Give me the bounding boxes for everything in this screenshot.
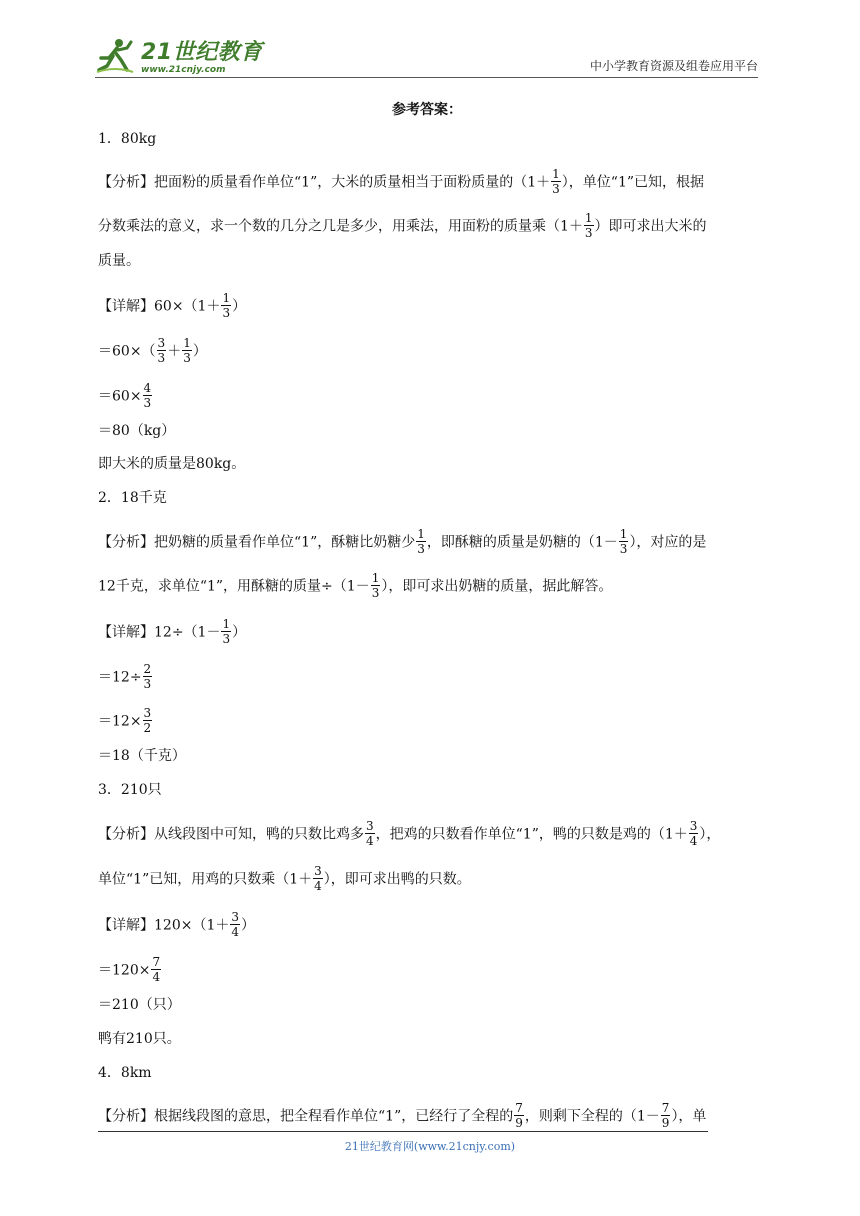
header-divider — [95, 77, 758, 78]
fraction-numerator: 2 — [143, 662, 152, 676]
fraction-numerator: 4 — [143, 381, 152, 395]
text-segment: ＝12× — [98, 713, 142, 730]
text-segment: ＝60×（ — [98, 343, 156, 360]
q3-answer: 3．210只 — [98, 782, 162, 798]
fraction-denominator: 3 — [143, 677, 152, 691]
fraction-numerator: 1 — [371, 571, 380, 585]
q3-detail-line-1 — [98, 911, 255, 940]
q3-analysis-line-2 — [98, 865, 471, 894]
fraction — [313, 864, 323, 893]
text-segment: ）， — [699, 826, 721, 843]
fraction-denominator: 9 — [515, 1116, 523, 1130]
fraction-numerator: 1 — [222, 291, 231, 305]
fraction-numerator: 3 — [689, 819, 698, 833]
fraction — [157, 336, 167, 365]
q1-answer: 1．80kg — [98, 131, 157, 147]
text-segment: ），对应的是 — [629, 534, 707, 551]
fraction — [365, 819, 375, 848]
q4-analysis-line-1 — [98, 1102, 706, 1131]
text-segment: 【详解】120×（1＋ — [98, 917, 230, 934]
text-segment: 分数乘法的意义，求一个数的几分之几是多少，用乘法，用面粉的质量乘（1＋ — [98, 218, 583, 235]
text-segment: ＝60× — [98, 388, 142, 405]
text-segment: ＋ — [167, 343, 182, 360]
text-segment: 【分析】把奶糖的质量看作单位“1”，酥糖比奶糖少 — [98, 534, 416, 551]
fraction-denominator: 4 — [231, 925, 239, 939]
fraction — [182, 336, 192, 365]
q2-detail-line-3 — [98, 707, 153, 736]
text-segment: ），即可求出鸭的只数。 — [323, 871, 471, 888]
q2-detail-line-4: ＝18（千克） — [98, 748, 186, 764]
q1-conclusion: 即大米的质量是80kg。 — [98, 456, 246, 472]
text-segment: ，则剩下全程的（1－ — [524, 1108, 660, 1125]
text-segment: ），即可求出奶糖的质量，据此解答。 — [381, 578, 613, 595]
running-figure-logo-icon — [95, 36, 135, 76]
fraction-numerator: 3 — [231, 910, 239, 924]
fraction-numerator: 1 — [584, 211, 593, 225]
text-segment: ） — [232, 298, 247, 315]
text-segment: ，即酥糖的质量是奶糖的（1－ — [426, 534, 618, 551]
fraction-numerator: 7 — [661, 1101, 670, 1115]
fraction-numerator: 1 — [619, 527, 628, 541]
logo-url: www.21cnjy.com — [141, 65, 226, 75]
fraction-denominator: 3 — [143, 396, 152, 410]
fraction-denominator: 3 — [371, 586, 380, 600]
fraction — [230, 910, 240, 939]
text-segment: 【详解】60×（1＋ — [98, 298, 221, 315]
fraction-denominator: 3 — [183, 351, 191, 365]
fraction-numerator: 1 — [417, 527, 425, 541]
fraction-denominator: 3 — [157, 351, 166, 365]
fraction — [416, 527, 426, 556]
fraction — [143, 381, 153, 410]
fraction-denominator: 3 — [222, 632, 231, 646]
fraction-numerator: 1 — [222, 617, 231, 631]
header-platform-text: 中小学教育资源及组卷应用平台 — [589, 59, 758, 73]
text-segment: ＝12÷ — [98, 669, 142, 686]
fraction-denominator: 4 — [366, 834, 374, 848]
q3-detail-line-2 — [98, 956, 162, 985]
fraction-denominator: 3 — [552, 182, 560, 196]
fraction — [661, 1101, 671, 1130]
fraction — [221, 617, 231, 646]
fraction-denominator: 9 — [661, 1116, 670, 1130]
q3-analysis-line-1 — [98, 820, 720, 849]
fraction-numerator: 3 — [157, 336, 166, 350]
fraction — [371, 571, 381, 600]
fraction-denominator: 3 — [584, 226, 593, 240]
fraction — [689, 819, 699, 848]
fraction — [514, 1101, 524, 1130]
text-segment: 单位“1”已知，用鸡的只数乘（1＋ — [98, 871, 313, 888]
text-segment: ） — [192, 343, 207, 360]
fraction — [221, 291, 231, 320]
fraction — [143, 706, 153, 735]
text-segment: ＝120× — [98, 962, 151, 979]
fraction — [584, 211, 594, 240]
q2-analysis-line-2 — [98, 572, 612, 601]
fraction-denominator: 4 — [152, 970, 161, 984]
text-segment: ） — [232, 624, 247, 641]
q1-analysis-line-2 — [98, 212, 707, 241]
text-segment: 【详解】12÷（1－ — [98, 624, 221, 641]
text-segment: 12千克，求单位“1”，用酥糖的质量÷（1－ — [98, 578, 370, 595]
q1-analysis-line-3: 质量。 — [98, 253, 140, 269]
q2-detail-line-2 — [98, 663, 153, 692]
fraction-denominator: 3 — [222, 306, 231, 320]
q1-detail-line-4: ＝80（kg） — [98, 423, 176, 439]
fraction-numerator: 7 — [152, 955, 161, 969]
q2-detail-line-1 — [98, 618, 246, 647]
q3-detail-line-3: ＝210（只） — [98, 997, 181, 1013]
q2-analysis-line-1 — [98, 528, 706, 557]
fraction-denominator: 4 — [314, 879, 322, 893]
page-title: 参考答案： — [392, 102, 462, 118]
fraction-denominator: 4 — [689, 834, 698, 848]
fraction — [143, 662, 153, 691]
fraction — [551, 167, 561, 196]
text-segment: ），单 — [671, 1108, 707, 1125]
text-segment: 【分析】从线段图中可知，鸭的只数比鸡多 — [98, 826, 364, 843]
q1-detail-line-2 — [98, 337, 207, 366]
text-segment: 【分析】把面粉的质量看作单位“1”，大米的质量相当于面粉质量的（1＋ — [98, 174, 551, 191]
fraction-numerator: 1 — [183, 336, 191, 350]
fraction-denominator: 3 — [417, 542, 425, 556]
text-segment: 【分析】根据线段图的意思，把全程看作单位“1”，已经行了全程的 — [98, 1108, 514, 1125]
page-header — [95, 30, 758, 78]
text-segment: ） — [241, 917, 255, 934]
footer-divider — [98, 1131, 708, 1132]
text-segment: ），单位“1”已知，根据 — [561, 174, 705, 191]
fraction — [619, 527, 629, 556]
q3-conclusion: 鸭有210只。 — [98, 1031, 181, 1047]
fraction-denominator: 3 — [619, 542, 628, 556]
fraction-numerator: 3 — [366, 819, 374, 833]
q1-analysis-line-1 — [98, 168, 704, 197]
q1-detail-line-3 — [98, 382, 153, 411]
fraction-denominator: 2 — [143, 721, 152, 735]
site-logo — [95, 32, 263, 76]
logo-wordmark: 21世纪教育 — [141, 40, 263, 65]
q1-detail-line-1 — [98, 292, 246, 321]
q4-answer: 4．8km — [98, 1065, 152, 1081]
fraction-numerator: 3 — [314, 864, 322, 878]
fraction — [151, 955, 161, 984]
page-footer[interactable]: 21世纪教育网(www.21cnjy.com) — [344, 1140, 516, 1153]
fraction-numerator: 7 — [515, 1101, 523, 1115]
text-segment: ）即可求出大米的 — [594, 218, 707, 235]
fraction-numerator: 1 — [552, 167, 560, 181]
fraction-numerator: 3 — [143, 706, 152, 720]
q2-answer: 2．18千克 — [98, 490, 167, 506]
text-segment: ，把鸡的只数看作单位“1”，鸭的只数是鸡的（1＋ — [375, 826, 688, 843]
